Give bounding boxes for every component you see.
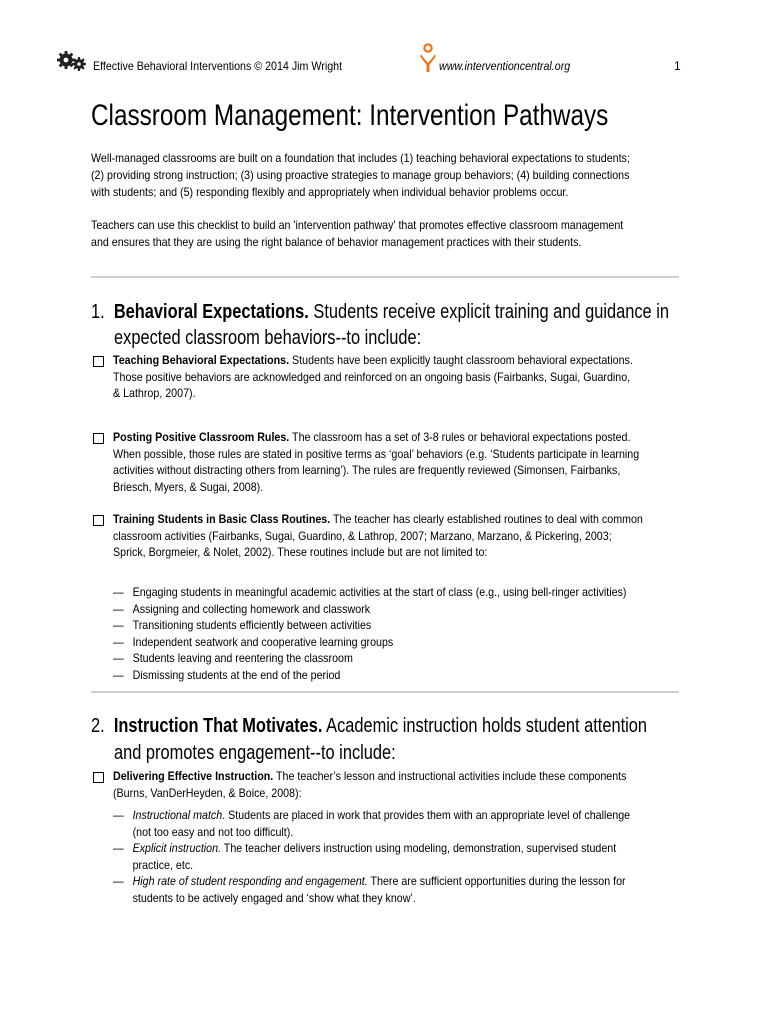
intro-paragraph-1: Well-managed classrooms are built on a foundation that includes (1) teaching behavioral expectations to students; (2) providing strong instruction; (3) using proactive strategies to manage group behaviors; (4) building connections with students; and (5) responding flexibly and appropriately when individual behavior problems occur. (91, 151, 630, 200)
header-text: Effective Behavioral Interventions © 2014 Jim Wright (93, 59, 343, 73)
section-heading-bold: Instruction That Motivates. (113, 714, 323, 737)
routines-list (113, 584, 690, 684)
list-item: — Independent seatwork and cooperative learning groups (113, 634, 394, 649)
section-heading-text: Academic instruction holds student attention (322, 714, 648, 737)
instruction-components-list (113, 807, 694, 907)
item-effective-instruction: Delivering Effective Instruction. The teacher’s lesson and instructional activities include these components (Burns, VanDerHeyden, & Boice, 2008): (113, 769, 627, 800)
section-divider (91, 691, 679, 693)
page-title: Classroom Management: Intervention Pathways (91, 99, 609, 132)
list-item: — Dismissing students at the end of the period (113, 667, 341, 682)
list-item-continued: (not too easy and not too difficult). (132, 824, 294, 839)
section-divider (91, 276, 679, 278)
checkbox-class-routines[interactable] (93, 515, 104, 526)
section-heading-text: Students receive explicit training and guidance in (308, 300, 669, 323)
list-item: — High rate of student responding and engagement. There are sufficient opportunities during the lesson for (113, 874, 626, 889)
header-url[interactable]: www.interventioncentral.org (439, 59, 571, 73)
checkbox-effective-instruction[interactable] (93, 772, 104, 783)
intro-paragraph-2: Teachers can use this checklist to build an 'intervention pathway' that promotes effective classroom management and ensures that they are using the right balance of behavior management practices with their students. (91, 218, 624, 250)
section-2-heading (91, 713, 770, 739)
intervention-central-logo-icon (419, 43, 437, 73)
section-1-heading-line2: expected classroom behaviors--to include: (114, 326, 422, 349)
section-2-heading-line2: and promotes engagement--to include: (114, 741, 396, 764)
section-number: 2. (91, 714, 105, 737)
list-item: — Engaging students in meaningful academic activities at the start of class (e.g., using bell-ringer activities) (113, 585, 627, 599)
gears-icon (57, 49, 87, 73)
list-item: — Students leaving and reentering the classroom (113, 651, 353, 666)
list-item: — Instructional match. Students are placed in work that provides them with an appropriate level of challenge (113, 808, 631, 822)
section-number: 1. (91, 300, 105, 323)
item-teaching-expectations: Teaching Behavioral Expectations. Students have been explicitly taught classroom behavioral expectations. Those positive behaviors are acknowledged and reinforced on an ongoing basis (Fairbanks, Sugai, Guardino, & Lathrop, 2007). (113, 353, 633, 401)
checkbox-teaching-expectations[interactable] (93, 356, 104, 367)
section-1-heading (91, 299, 770, 325)
list-item: — Explicit instruction. The teacher delivers instruction using modeling, demonstration, supervised student (113, 841, 617, 856)
list-item-continued: practice, etc. (132, 857, 194, 872)
list-item-continued: students to be actively engaged and ‘show what they know’. (132, 890, 416, 905)
page-number: 1 (674, 59, 681, 73)
list-item: — Assigning and collecting homework and classwork (113, 601, 371, 616)
item-posting-rules: Posting Positive Classroom Rules. The classroom has a set of 3-8 rules or behavioral expectations posted. When possible, those rules are stated in positive terms as ‘goal’ behaviors (e.g. ‘Students participate in learning activities without distracting others from learning’). The rules are frequently reviewed (Simonsen, Fairbanks, Briesch, Myers, & Sugai, 2008). (113, 430, 640, 494)
checkbox-posting-rules[interactable] (93, 433, 104, 444)
section-heading-bold: Behavioral Expectations. (113, 300, 309, 323)
list-item: — Transitioning students efficiently between activities (113, 618, 372, 633)
item-class-routines: Training Students in Basic Class Routines. The teacher has clearly established routines to deal with common classroom activities (Fairbanks, Sugai, Guardino, & Lathrop, 2007; Marzano, Marzano, & Pickering, 2003; Sprick, Borgmeier, & Nolet, 2002). These routines include but are not limited to: (113, 512, 643, 560)
